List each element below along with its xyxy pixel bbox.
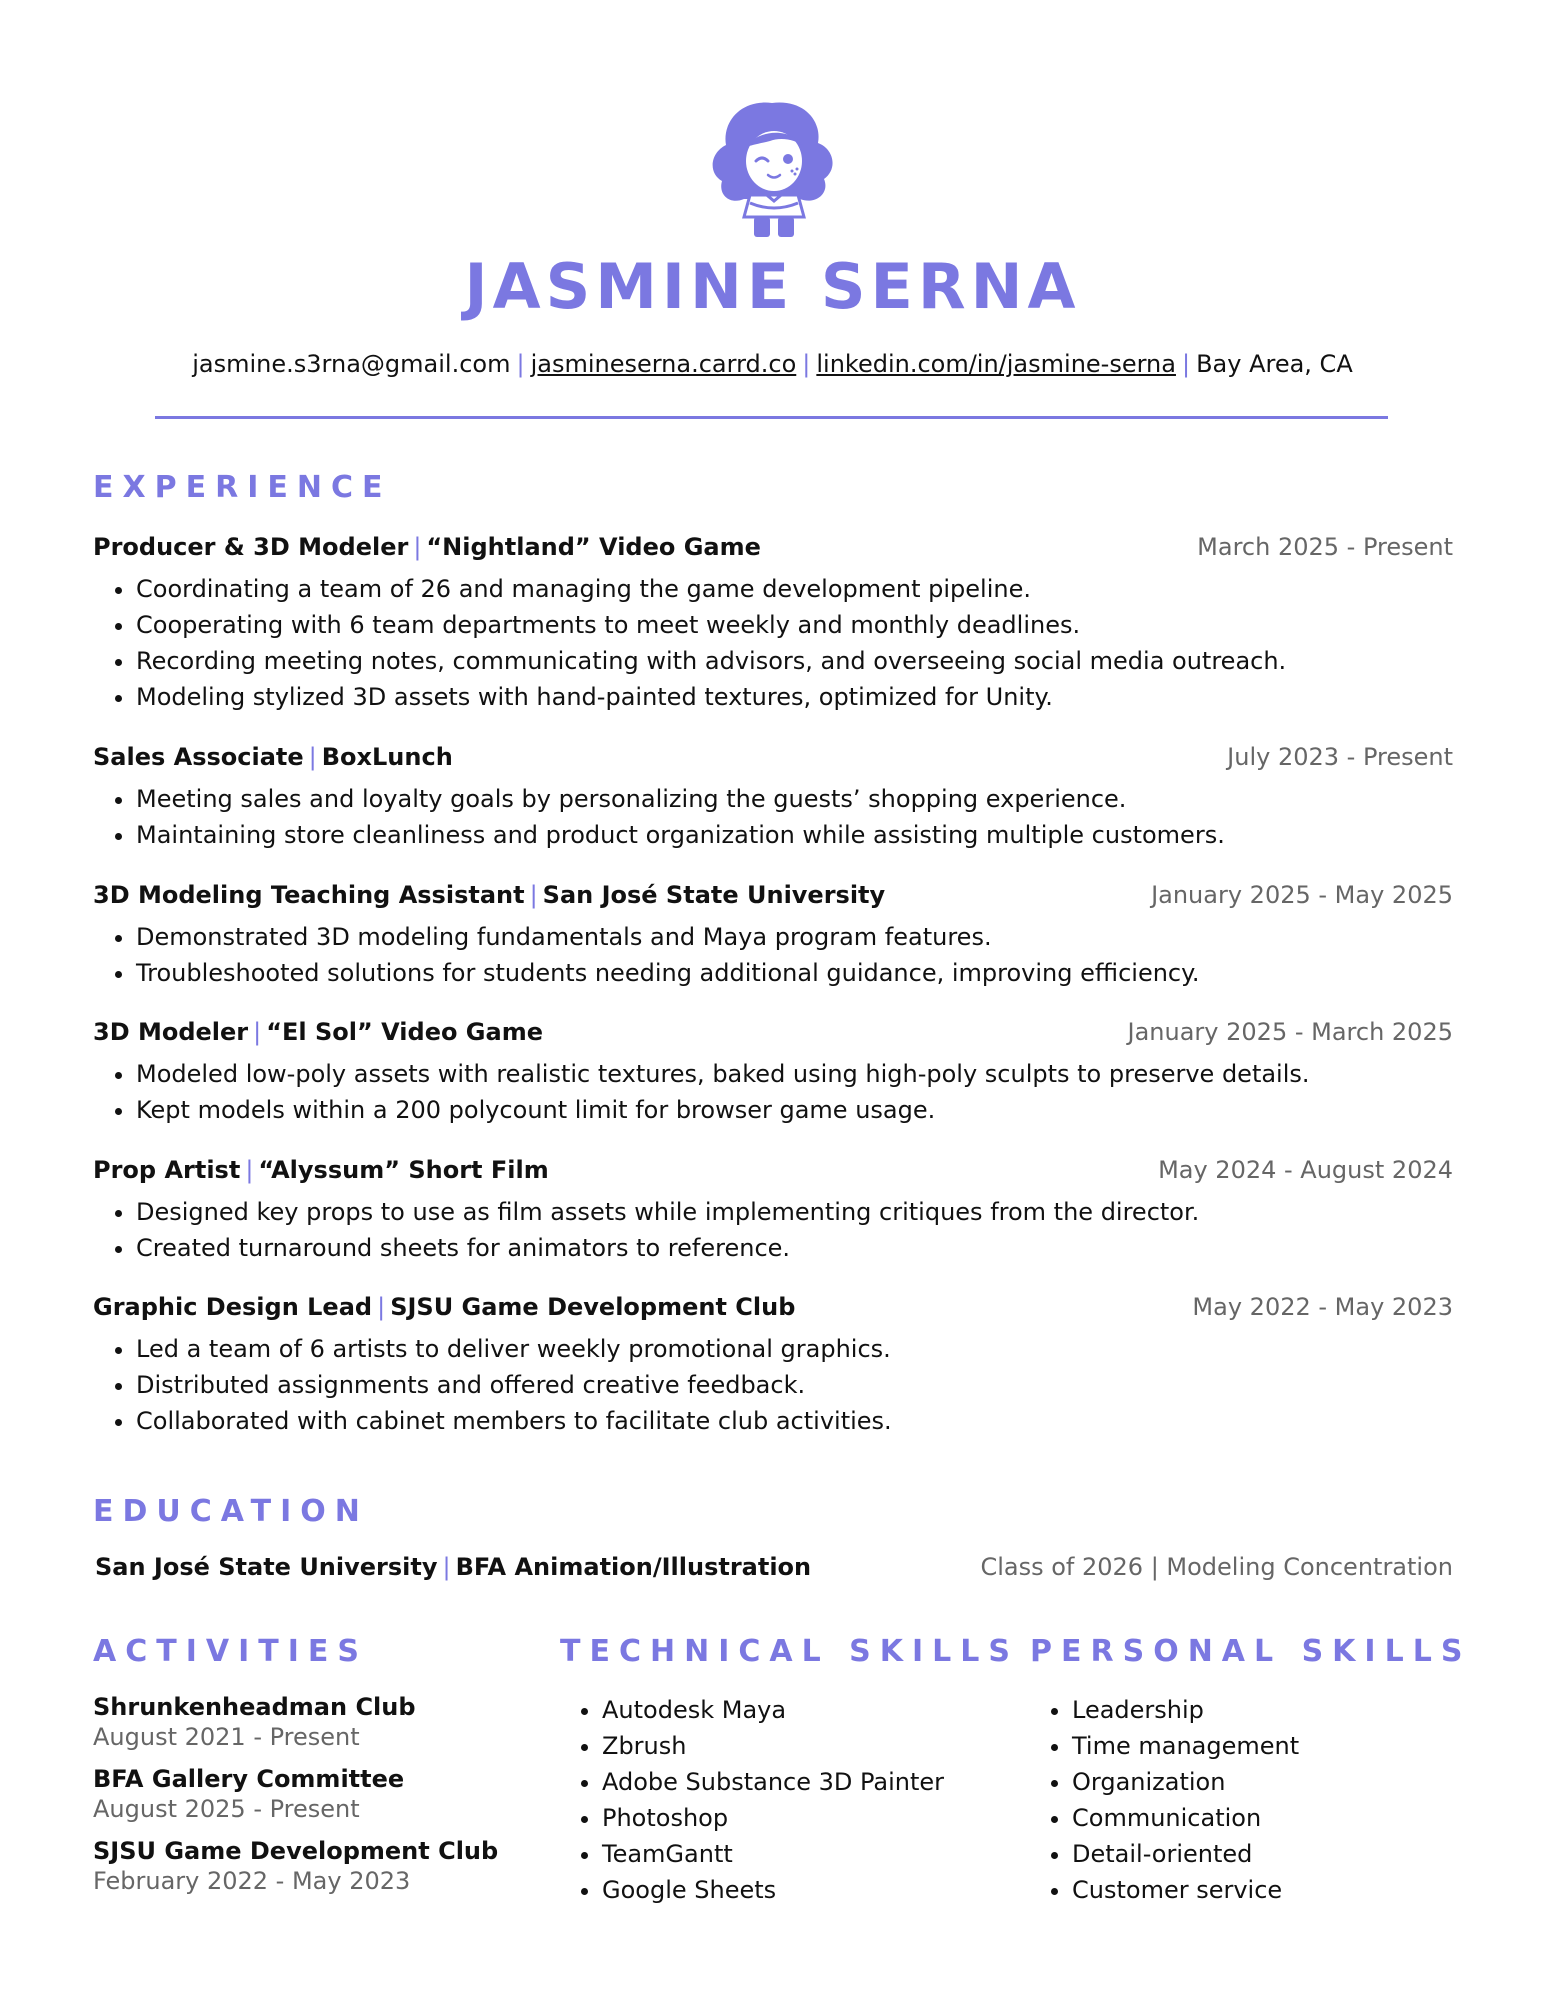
- education-heading: EDUCATION: [93, 1494, 369, 1529]
- bullet-item: • Coordinating a team of 26 and managing the game development pipeline.: [136, 571, 1453, 607]
- school-name: San José State University: [95, 1553, 438, 1581]
- job-title: [93, 881, 885, 909]
- cartoon-girl-avatar-icon: [700, 95, 845, 245]
- email-text: jasmine.s3rna@gmail.com: [192, 350, 511, 378]
- job-bullets: [93, 1194, 1453, 1266]
- job-date: January 2025 - May 2025: [1151, 881, 1453, 909]
- job-title: [93, 533, 761, 561]
- skill-item: • Google Sheets: [602, 1872, 944, 1908]
- job-org: “Alyssum” Short Film: [258, 1156, 549, 1184]
- personal-skills-list: [1030, 1692, 1299, 1908]
- job-entry: [93, 881, 1453, 991]
- job-role: Prop Artist: [93, 1156, 241, 1184]
- skill-item: • Organization: [1072, 1764, 1299, 1800]
- skill-item: • TeamGantt: [602, 1836, 944, 1872]
- skill-item: • Customer service: [1072, 1872, 1299, 1908]
- separator: |: [1181, 350, 1191, 378]
- separator: |: [377, 1293, 386, 1321]
- skill-item: • Adobe Substance 3D Painter: [602, 1764, 944, 1800]
- separator: |: [245, 1156, 254, 1184]
- degree-name: BFA Animation/Illustration: [455, 1553, 812, 1581]
- header-divider: [155, 416, 1388, 419]
- bullet-item: • Collaborated with cabinet members to facilitate club activities.: [136, 1403, 1453, 1439]
- job-entry: [93, 1156, 1453, 1266]
- job-org: San José State University: [542, 881, 886, 909]
- activity-date: August 2021 - Present: [93, 1723, 360, 1751]
- job-bullets: [93, 919, 1453, 991]
- bullet-item: • Led a team of 6 artists to deliver weekly promotional graphics.: [136, 1331, 1453, 1367]
- activity-name: BFA Gallery Committee: [93, 1765, 405, 1793]
- activity-item: [93, 1764, 533, 1824]
- separator: |: [516, 350, 525, 378]
- activity-name: SJSU Game Development Club: [93, 1837, 499, 1865]
- activities-heading: ACTIVITIES: [93, 1634, 368, 1669]
- job-date: July 2023 - Present: [1227, 743, 1453, 771]
- job-date: May 2024 - August 2024: [1158, 1156, 1453, 1184]
- skill-item: • Photoshop: [602, 1800, 944, 1836]
- job-entry: [93, 743, 1453, 853]
- skill-item: • Zbrush: [602, 1728, 944, 1764]
- education-entry: [95, 1553, 811, 1581]
- technical-skills-list: [560, 1692, 944, 1908]
- job-org: SJSU Game Development Club: [390, 1293, 796, 1321]
- job-title: [93, 743, 453, 771]
- bullet-item: • Meeting sales and loyalty goals by personalizing the guests’ shopping experience.: [136, 781, 1453, 817]
- job-org: BoxLunch: [321, 743, 453, 771]
- separator: |: [413, 533, 422, 561]
- skill-item: • Detail-oriented: [1072, 1836, 1299, 1872]
- bullet-item: • Modeling stylized 3D assets with hand-painted textures, optimized for Unity.: [136, 679, 1453, 715]
- separator: |: [802, 350, 811, 378]
- job-bullets: [93, 1331, 1453, 1439]
- job-date: May 2022 - May 2023: [1192, 1293, 1453, 1321]
- skill-item: • Time management: [1072, 1728, 1299, 1764]
- bullet-item: • Demonstrated 3D modeling fundamentals and Maya program features.: [136, 919, 1453, 955]
- job-org: “Nightland” Video Game: [426, 533, 761, 561]
- separator: |: [442, 1553, 451, 1581]
- bullet-item: • Kept models within a 200 polycount limit for browser game usage.: [136, 1092, 1453, 1128]
- skill-item: • Leadership: [1072, 1692, 1299, 1728]
- activities-list: [93, 1692, 533, 1908]
- bullet-item: • Modeled low-poly assets with realistic textures, baked using high-poly sculpts to preserve details.: [136, 1056, 1453, 1092]
- job-entry: [93, 533, 1453, 715]
- bullet-item: • Recording meeting notes, communicating with advisors, and overseeing social media outreach.: [136, 643, 1453, 679]
- candidate-name: JASMINE SERNA: [464, 250, 1081, 323]
- bullet-item: • Maintaining store cleanliness and product organization while assisting multiple customers.: [136, 817, 1453, 853]
- job-title: [93, 1293, 795, 1321]
- job-date: January 2025 - March 2025: [1127, 1018, 1453, 1046]
- job-bullets: [93, 1056, 1453, 1128]
- job-entry: [93, 1293, 1453, 1439]
- bullet-item: • Troubleshooted solutions for students needing additional guidance, improving efficiency.: [136, 955, 1453, 991]
- website-link[interactable]: jasmineserna.carrd.co: [530, 350, 797, 378]
- skill-item: • Communication: [1072, 1800, 1299, 1836]
- job-role: Sales Associate: [93, 743, 304, 771]
- bullet-item: • Designed key props to use as film assets while implementing critiques from the director.: [136, 1194, 1453, 1230]
- education-detail: Class of 2026 | Modeling Concentration: [980, 1553, 1453, 1581]
- job-date: March 2025 - Present: [1197, 533, 1453, 561]
- job-title: [93, 1018, 543, 1046]
- job-role: Producer & 3D Modeler: [93, 533, 409, 561]
- separator: |: [308, 743, 317, 771]
- technical-skills-heading: TECHNICAL SKILLS: [560, 1634, 1019, 1669]
- bullet-item: • Created turnaround sheets for animators to reference.: [136, 1230, 1453, 1266]
- bullet-item: • Cooperating with 6 team departments to meet weekly and monthly deadlines.: [136, 607, 1453, 643]
- personal-skills-heading: PERSONAL SKILLS: [1030, 1634, 1472, 1669]
- separator: |: [253, 1018, 262, 1046]
- activity-item: [93, 1836, 533, 1896]
- skill-item: • Autodesk Maya: [602, 1692, 944, 1728]
- separator: |: [529, 881, 538, 909]
- experience-heading: EXPERIENCE: [93, 470, 392, 505]
- job-role: 3D Modeler: [93, 1018, 249, 1046]
- job-org: “El Sol” Video Game: [266, 1018, 543, 1046]
- location-text: Bay Area, CA: [1196, 350, 1353, 378]
- job-role: 3D Modeling Teaching Assistant: [93, 881, 525, 909]
- linkedin-link[interactable]: linkedin.com/in/jasmine-serna: [816, 350, 1176, 378]
- job-bullets: [93, 781, 1453, 853]
- activity-name: Shrunkenheadman Club: [93, 1693, 416, 1721]
- job-entry: [93, 1018, 1453, 1128]
- job-bullets: [93, 571, 1453, 715]
- job-role: Graphic Design Lead: [93, 1293, 373, 1321]
- activity-item: [93, 1692, 533, 1752]
- activity-date: February 2022 - May 2023: [93, 1867, 411, 1895]
- activity-date: August 2025 - Present: [93, 1795, 360, 1823]
- job-title: [93, 1156, 549, 1184]
- contact-line: [0, 350, 1545, 378]
- bullet-item: • Distributed assignments and offered creative feedback.: [136, 1367, 1453, 1403]
